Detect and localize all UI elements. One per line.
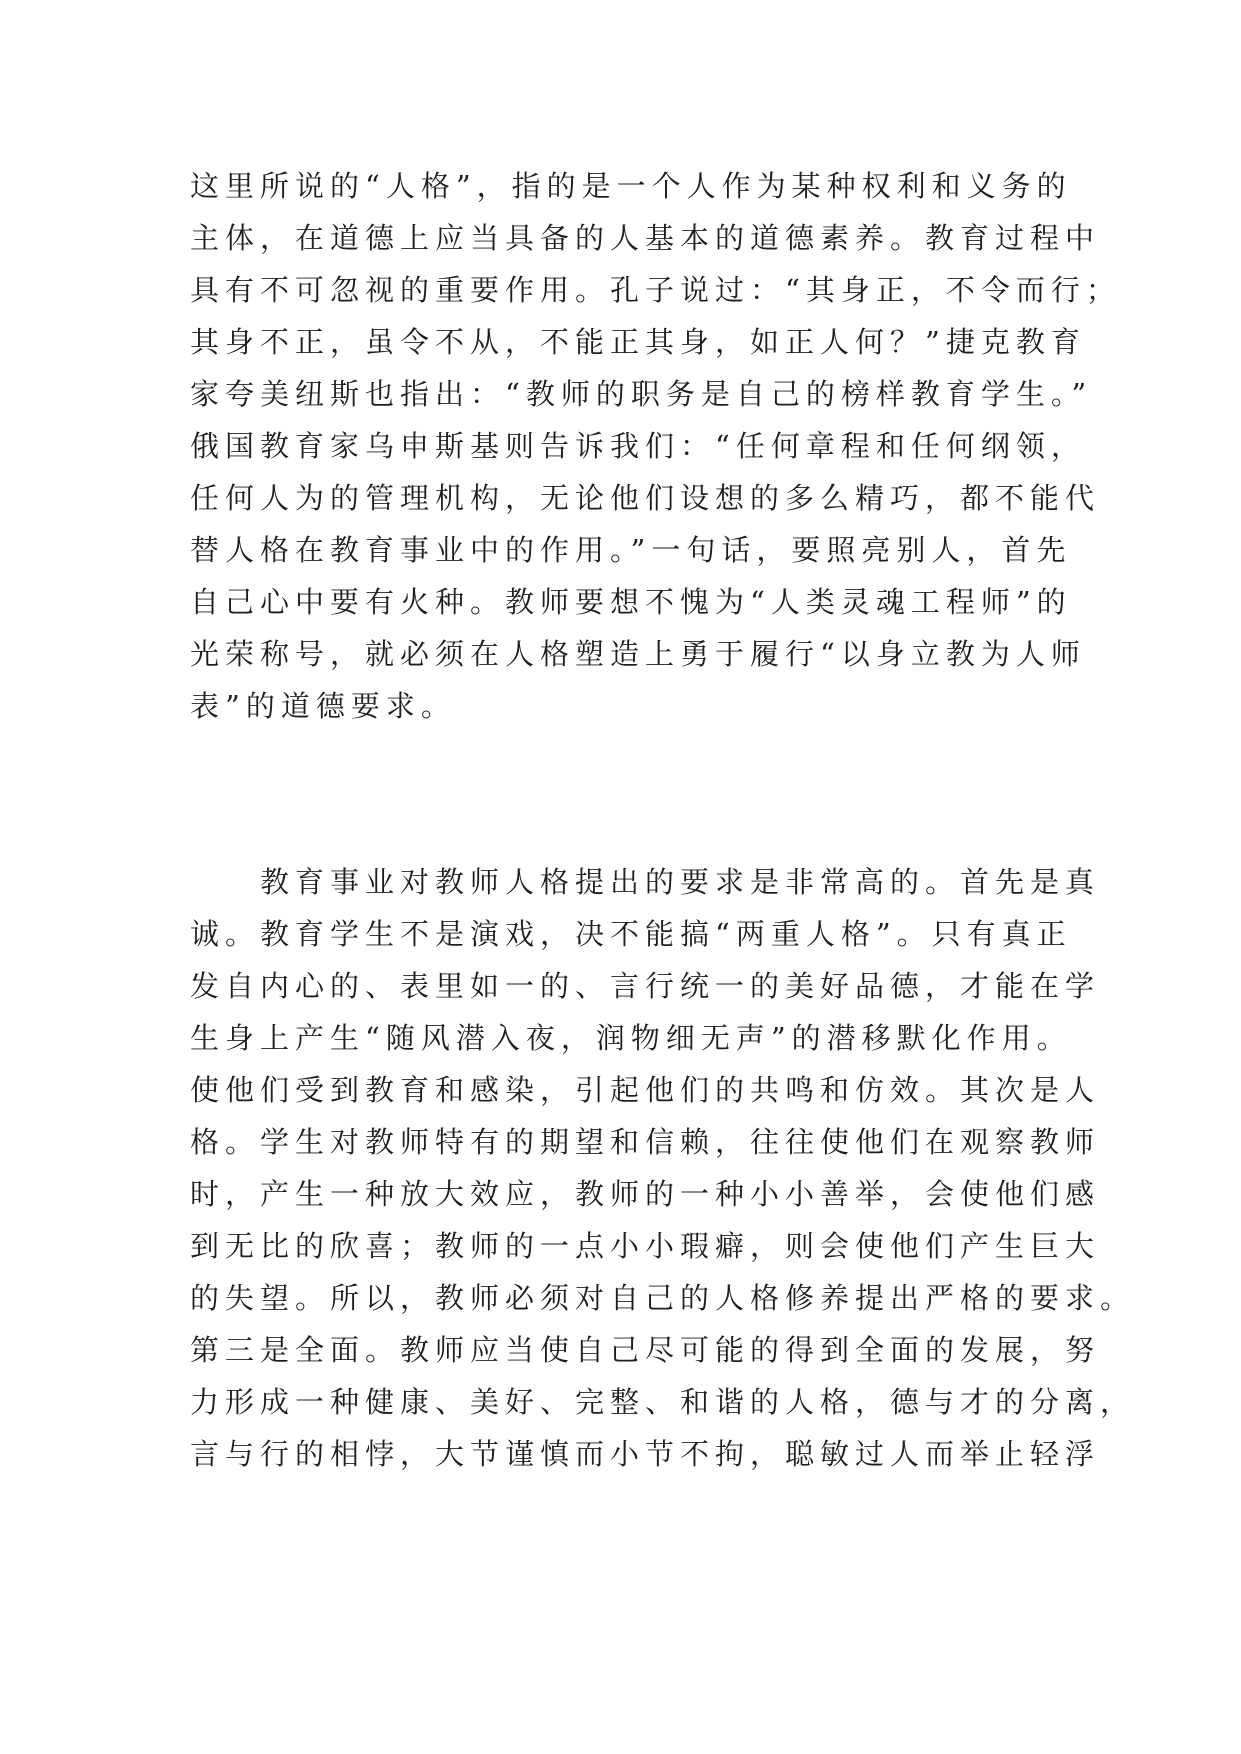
paragraph-line: 俄国教育家乌申斯基则告诉我们：“任何章程和任何纲领， xyxy=(190,429,1086,463)
paragraph-line: 这里所说的“人格”，指的是一个人作为某种权利和义务的 xyxy=(190,169,1072,203)
paragraph-line: 诚。教育学生不是演戏，决不能搞“两重人格”。只有真正 xyxy=(190,917,1072,951)
paragraph-line: 生身上产生“随风潜入夜，润物细无声”的潜移默化作用。 xyxy=(190,1021,1072,1055)
paragraph-line: 到无比的欣喜；教师的一点小小瑕癖，则会使他们产生巨大 xyxy=(190,1229,1101,1263)
paragraph-line: 具有不可忽视的重要作用。孔子说过：“其身正，不令而行； xyxy=(190,273,1121,307)
paragraph-2 xyxy=(190,856,1136,1480)
paragraph-line: 替人格在教育事业中的作用。”一句话，要照亮别人，首先 xyxy=(190,533,1072,567)
paragraph-line: 家夸美纽斯也指出：“教师的职务是自己的榜样教育学生。” xyxy=(190,377,1093,411)
paragraph-line: 使他们受到教育和感染，引起他们的共鸣和仿效。其次是人 xyxy=(190,1073,1101,1107)
paragraph-1 xyxy=(190,160,1121,732)
paragraph-line: 格。学生对教师特有的期望和信赖，往往使他们在观察教师 xyxy=(190,1125,1101,1159)
paragraph-line: 自己心中要有火种。教师要想不愧为“人类灵魂工程师”的 xyxy=(190,585,1072,619)
paragraph-line: 第三是全面。教师应当使自己尽可能的得到全面的发展，努 xyxy=(190,1333,1101,1367)
paragraph-line: 言与行的相悖，大节谨慎而小节不拘，聪敏过人而举止轻浮 xyxy=(190,1437,1101,1471)
paragraph-line: 时，产生一种放大效应，教师的一种小小善举，会使他们感 xyxy=(190,1177,1101,1211)
paragraph-line: 发自内心的、表里如一的、言行统一的美好品德，才能在学 xyxy=(190,969,1101,1003)
paragraph-line: 的失望。所以，教师必须对自己的人格修养提出严格的要求。 xyxy=(190,1281,1136,1315)
paragraph-line: 力形成一种健康、美好、完整、和谐的人格，德与才的分离， xyxy=(190,1385,1136,1419)
paragraph-line: 任何人为的管理机构，无论他们设想的多么精巧，都不能代 xyxy=(190,481,1101,515)
paragraph-line: 表”的道德要求。 xyxy=(190,689,456,723)
paragraph-line: 其身不正，虽令不从，不能正其身，如正人何？”捷克教育 xyxy=(190,325,1086,359)
paragraph-line: 光荣称号，就必须在人格塑造上勇于履行“以身立教为人师 xyxy=(190,637,1086,671)
paragraph-line: 主体，在道德上应当具备的人基本的道德素养。教育过程中 xyxy=(190,221,1101,255)
paragraph-first-line: 教育事业对教师人格提出的要求是非常高的。首先是真 xyxy=(260,865,1101,899)
